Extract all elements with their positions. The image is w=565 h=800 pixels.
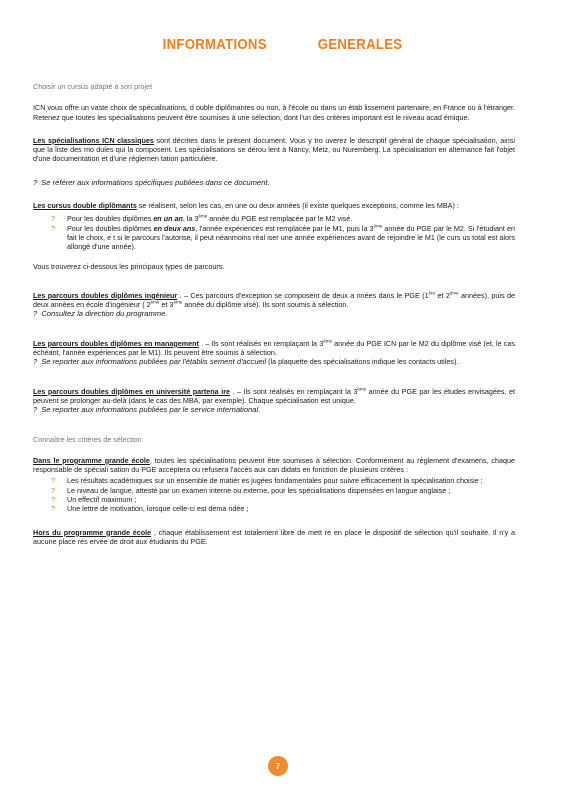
bullet-text: année du PGE par le M2. Si l'étudiant en fait le choix, e t si le parcours l'autorise, il peut néanmoins réal iser une année expériences avant de rejoindre le M1 (le curs us total est alors allongé d'une année). xyxy=(67,223,515,252)
content-body xyxy=(33,82,515,546)
double-diplome-list xyxy=(33,214,515,251)
reference-note-3-text: Se reporter aux informations publiées par l'établis sement d'accueil xyxy=(41,357,267,367)
section-heading-cursus: Choisir un cursus adapté à son projet xyxy=(33,82,153,91)
list-item xyxy=(51,213,515,224)
reference-note-2 xyxy=(33,309,515,318)
bullet-text: , l'année expériences est remplacée par le M1, puis la 3 xyxy=(195,223,374,233)
question-mark-icon: ? xyxy=(51,223,55,233)
reference-note-3 xyxy=(33,357,515,366)
criteria-text: Une lettre de motivation, lorsque celle-ci est dema ndée ; xyxy=(67,504,249,514)
page-number: 7 xyxy=(275,761,281,771)
reference-note-1 xyxy=(33,178,515,187)
criteria-text: Un effectif maximum ; xyxy=(67,495,137,505)
double-diplome-heading: Les cursus double diplômants xyxy=(33,201,137,211)
question-mark-icon: ? xyxy=(51,476,55,486)
list-item xyxy=(51,485,515,495)
reference-note-3-tail: (la plaquette des spécialisations indique les contacts utiles). xyxy=(266,357,459,367)
parcours-intro: Vous trouverez ci-dessous les principaux types de parcours. xyxy=(33,261,225,271)
list-item xyxy=(51,223,515,252)
page-number-badge xyxy=(268,756,288,776)
reference-note-4 xyxy=(33,405,515,414)
question-mark-icon: ? xyxy=(33,405,38,415)
ingenieur-text: année du diplôme visé). Ils sont soumis à sélection. xyxy=(182,300,349,310)
criteria-text: Les résultats académiques sur un ensemble de matièr es jugées fondamentales pour suivre efficacement la spécialisation choisie ; xyxy=(67,476,483,486)
universite-paragraph xyxy=(33,387,515,406)
superscript: ème xyxy=(373,223,383,229)
question-mark-icon: ? xyxy=(51,485,55,495)
pge-paragraph xyxy=(33,456,515,475)
pge-heading: Dans le programme grande école xyxy=(33,455,150,465)
reference-note-1-text: Se référer aux informations spécifiques publiées dans ce document. xyxy=(41,177,270,187)
double-diplome-text: se réalisent, selon les cas, en une ou deux années (il existe quelques exceptions, comme les MBA) : xyxy=(136,201,459,211)
hors-pge-heading: Hors du programme grande école xyxy=(33,527,152,537)
classiques-text: sont décrites dans le présent document. Vous y tro uverez le descriptif général de chaque spécialisation, ainsi que la liste des mo dules qui la composent. Les spécialisations se dérou lent à Nancy, Metz, ou Nuremberg. La spécialisation en alternance fait l'objet d'une documentation et d'une réglemen tation particulière. xyxy=(33,135,515,164)
bullet-text: Pour les doubles diplômes xyxy=(67,223,154,233)
question-mark-icon: ? xyxy=(51,214,55,224)
question-mark-icon: ? xyxy=(33,177,38,187)
reference-note-4-text: Se reporter aux informations publiées par le service international. xyxy=(41,405,261,415)
criteria-text: Le niveau de langue, attesté par un examen interne ou externe, pour les spécialisations dispensées en langue anglaise ; xyxy=(67,485,451,495)
pge-text: , toutes les spécialisations peuvent être soumises à sélection. Conformément au règlement d'examens, chaque responsable de spéciali sation du PGE acceptera ou refusera l'accès aux can didats en fonction de plusieurs critères : xyxy=(33,455,515,475)
criteria-list xyxy=(33,476,515,513)
bullet-emphasis: en un an xyxy=(153,214,183,224)
superscript: ème xyxy=(173,299,183,305)
bullet-emphasis: en deux ans xyxy=(153,223,196,233)
superscript: ème xyxy=(198,213,208,219)
hors-pge-text: , chaque établissement est totalement libre de mett re en place le dispositif de sélection qu'il souhaite. Il n'y a aucune place rés ervée de droit aux étudiants du PGE. xyxy=(33,527,516,546)
universite-heading: Les parcours doubles diplômes en université partena ire xyxy=(33,386,230,396)
universite-text: année du PGE par les études envisagées, et peuvent se prolonger au-delà (dans le cas des MBA, par exemple). Chaque spécialisation est unique. xyxy=(33,386,515,405)
ingenieur-text: et 3 xyxy=(159,300,174,310)
bullet-text: , la 3 xyxy=(182,214,199,224)
double-diplome-paragraph xyxy=(33,201,515,210)
section-heading-criteres: Connaître les critères de sélection xyxy=(33,434,142,444)
reference-note-2-text: Consultez la direction du programme. xyxy=(41,309,168,319)
bullet-text: année du PGE est remplacée par le M2 visé. xyxy=(207,214,353,224)
question-mark-icon: ? xyxy=(51,495,55,505)
superscript: ème xyxy=(323,338,332,344)
question-mark-icon: ? xyxy=(33,309,38,319)
management-heading: Les parcours doubles diplômes en management xyxy=(33,338,199,348)
page-title xyxy=(34,36,531,53)
management-text: année du PGE ICN par le M2 du diplôme visé (et, le cas échéant, l'année expériences par le M1). Ils peuvent être soumis à sélection. xyxy=(33,338,515,358)
superscript: ère xyxy=(428,290,436,296)
ingenieur-text: et 2 xyxy=(435,290,450,300)
title-word-2: GENERALES xyxy=(317,36,403,53)
list-item xyxy=(51,495,515,505)
intro-paragraph: ICN vous offre un vaste choix de spécialisations, d ouble diplômantes ou non, à l'école ou dans un étab lissement partenaire, en France ou à l'étranger. Retenez que toutes les spécialisations peuvent être soumises à une sélection, dont l'un des critères important est le niveau acad émique. xyxy=(33,103,515,122)
universite-text: . – Ils sont réalisés en remplaçant la 3 xyxy=(230,386,358,396)
classiques-heading: Les spécialisations ICN classiques xyxy=(33,135,154,145)
question-mark-icon: ? xyxy=(33,357,38,367)
management-text: . – Ils sont réalisés en remplaçant la 3 xyxy=(198,338,324,348)
superscript: ème xyxy=(357,386,367,392)
superscript: ème xyxy=(449,290,459,296)
question-mark-icon: ? xyxy=(51,504,55,514)
ingenieur-text: . – Ces parcours d'exception se composent de deux a nnées dans le PGE (1 xyxy=(177,290,429,300)
ingenieur-heading: Les parcours doubles diplômes ingénieur xyxy=(33,290,178,300)
hors-pge-paragraph xyxy=(33,528,515,547)
ingenieur-text: années), puis de deux années en école d'ingénieur ( 2 xyxy=(33,290,515,310)
bullet-text: Pour les doubles diplômes xyxy=(67,214,154,224)
reference-note-3-italic xyxy=(33,357,266,366)
superscript: ème xyxy=(150,299,160,305)
management-paragraph xyxy=(33,339,515,358)
list-item xyxy=(51,504,515,514)
list-item xyxy=(51,476,515,486)
classiques-paragraph xyxy=(33,136,515,164)
title-word-1: INFORMATIONS xyxy=(162,36,267,53)
ingenieur-paragraph xyxy=(33,291,515,310)
